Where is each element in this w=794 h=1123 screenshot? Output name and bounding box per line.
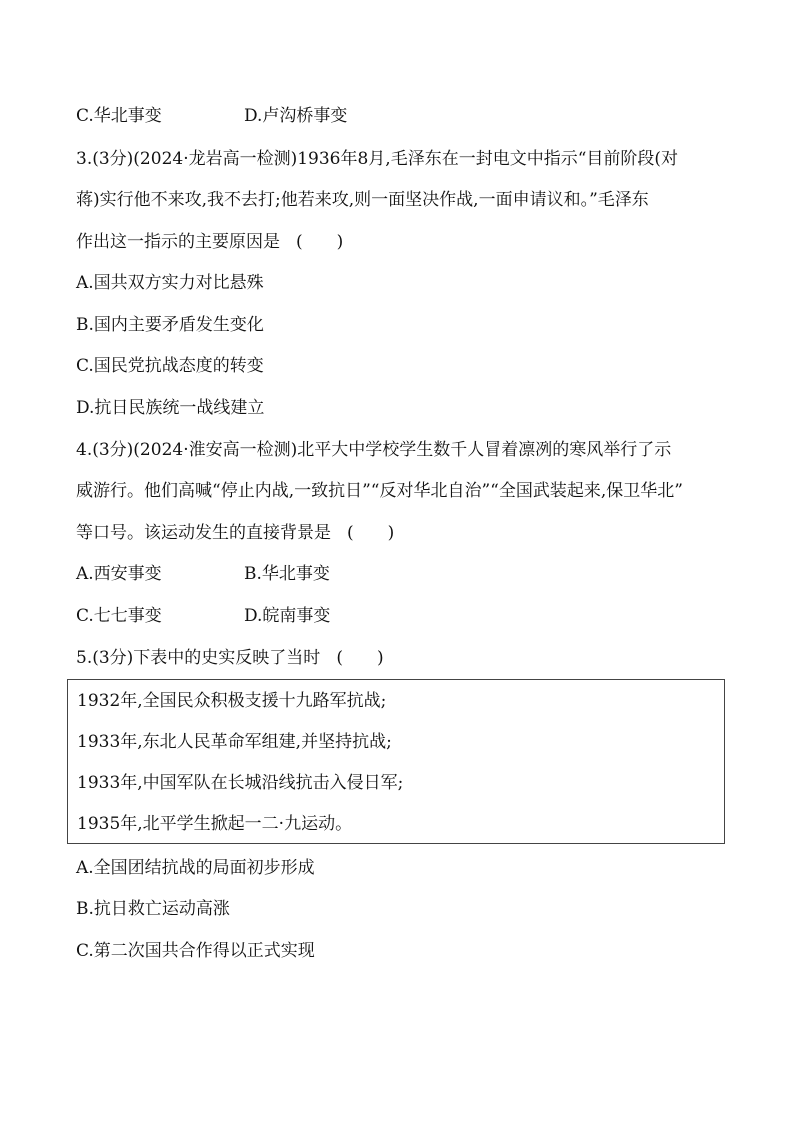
q3-option-b[interactable]: B.国内主要矛盾发生变化 (76, 315, 264, 335)
q5-fact-table (67, 679, 725, 844)
q4-option-c[interactable]: C.七七事变 (76, 606, 162, 626)
q3-stem-text: 作出这一指示的主要原因是 (76, 232, 280, 252)
q3-answer-blank[interactable]: ( ) (296, 232, 344, 252)
q4-option-a[interactable]: A.西安事变 (76, 564, 162, 584)
q5-table-row-2: 1933年,东北人民革命军组建,并坚持抗战; (77, 732, 392, 752)
q3-stem-line-1: 3.(3分)(2024·龙岩高一检测)1936年8月,毛泽东在一封电文中指示“目前阶段(对 (76, 149, 679, 169)
q5-option-c[interactable]: C.第二次国共合作得以正式实现 (76, 941, 315, 961)
q3-option-a[interactable]: A.国共双方实力对比悬殊 (76, 273, 264, 293)
q3-option-d[interactable]: D.抗日民族统一战线建立 (76, 398, 265, 418)
q4-stem-line-1: 4.(3分)(2024·淮安高一检测)北平大中学校学生数千人冒着凛冽的寒风举行了示 (76, 440, 672, 460)
q4-option-b[interactable]: B.华北事变 (244, 564, 330, 584)
q2-options-cd (76, 104, 348, 128)
q5-answer-blank[interactable]: ( ) (336, 648, 384, 668)
q5-option-b[interactable]: B.抗日救亡运动高涨 (76, 899, 230, 919)
q3-stem-line-3 (76, 230, 343, 254)
q5-stem-text: 5.(3分)下表中的史实反映了当时 (76, 648, 321, 668)
q2-option-c[interactable]: C.华北事变 (76, 106, 162, 126)
q4-option-d[interactable]: D.皖南事变 (244, 606, 331, 626)
q5-table-row-4: 1935年,北平学生掀起一二·九运动。 (77, 814, 353, 834)
q5-stem (76, 646, 384, 670)
q3-stem-line-2: 蒋)实行他不来攻,我不去打;他若来攻,则一面坚决作战,一面申请议和。”毛泽东 (76, 190, 649, 210)
q4-options-ab (76, 562, 330, 586)
q2-option-d[interactable]: D.卢沟桥事变 (244, 106, 348, 126)
q4-answer-blank[interactable]: ( ) (347, 523, 395, 543)
q4-stem-line-3 (76, 521, 394, 545)
q4-options-cd (76, 604, 331, 628)
q4-stem-text: 等口号。该运动发生的直接背景是 (76, 523, 331, 543)
q5-table-row-1: 1932年,全国民众积极支援十九路军抗战; (77, 691, 387, 711)
q5-option-a[interactable]: A.全国团结抗战的局面初步形成 (76, 858, 315, 878)
q5-table-row-3: 1933年,中国军队在长城沿线抗击入侵日军; (77, 773, 404, 793)
q4-stem-line-2: 威游行。他们高喊“停止内战,一致抗日”“反对华北自治”“全国武装起来,保卫华北” (76, 481, 683, 501)
q3-option-c[interactable]: C.国民党抗战态度的转变 (76, 356, 264, 376)
